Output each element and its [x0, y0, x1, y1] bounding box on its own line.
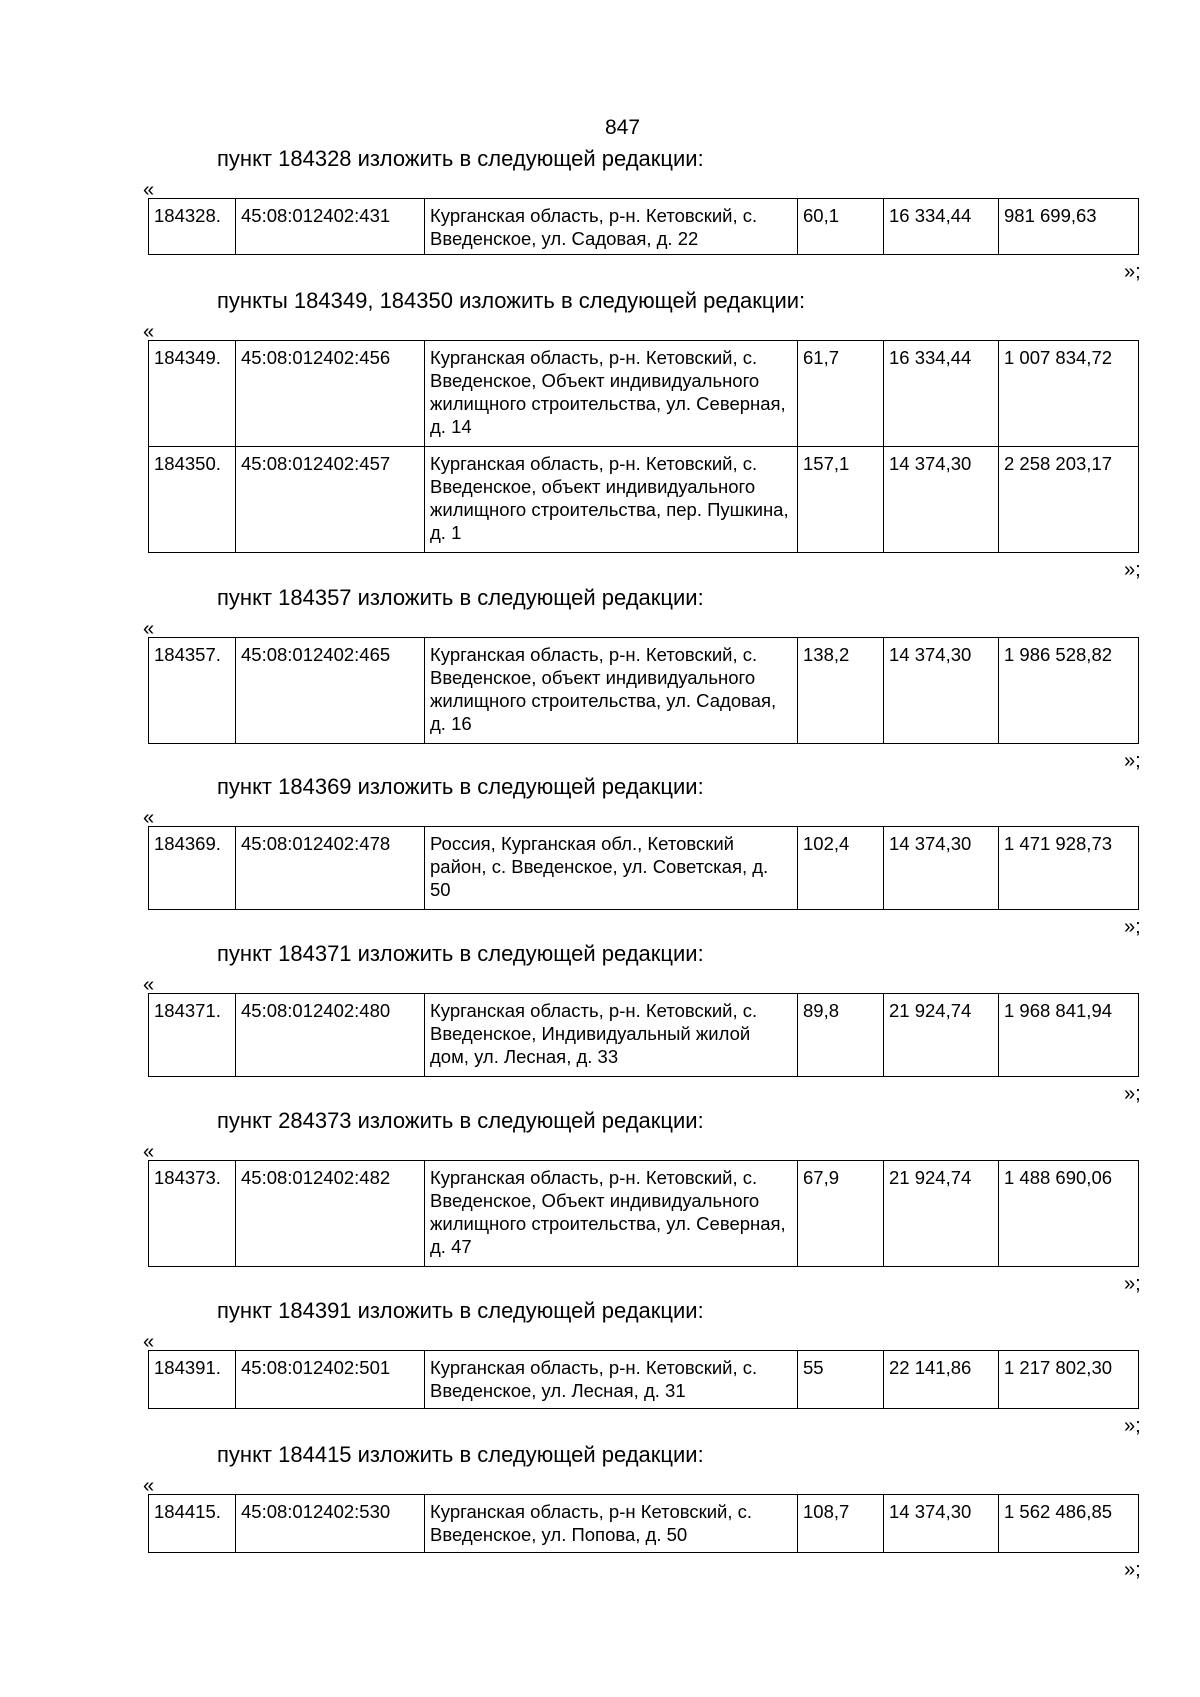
unit-price-cell: 16 334,44 — [884, 199, 999, 255]
table-row — [149, 447, 1139, 553]
address-cell: Курганская область, р-н. Кетовский, с. Введенское, Индивидуальный жилой дом, ул. Лесная, д. 33 — [425, 994, 798, 1077]
area-cell: 89,8 — [798, 994, 884, 1077]
quote-open-mark: « — [143, 974, 155, 996]
quote-open-mark: « — [143, 1141, 155, 1163]
amendment-heading: пункт 184391 изложить в следующей редакции: — [217, 1298, 704, 1323]
area-cell: 102,4 — [798, 827, 884, 910]
table-row — [149, 341, 1139, 447]
area-cell: 67,9 — [798, 1161, 884, 1267]
amendment-heading: пункт 284373 изложить в следующей редакции: — [217, 1108, 704, 1133]
area-cell: 138,2 — [798, 638, 884, 744]
cadastral-number-cell: 45:08:012402:465 — [236, 638, 425, 744]
cadastral-number-cell: 45:08:012402:478 — [236, 827, 425, 910]
property-table — [148, 637, 1139, 744]
property-table — [148, 1494, 1139, 1553]
table-row — [149, 199, 1139, 255]
amendment-heading: пункт 184357 изложить в следующей редакции: — [217, 585, 704, 610]
amendment-heading: пункты 184349, 184350 изложить в следующей редакции: — [217, 288, 806, 313]
row-number-cell: 184371. — [149, 994, 236, 1077]
unit-price-cell: 21 924,74 — [884, 1161, 999, 1267]
table-row — [149, 1351, 1139, 1409]
property-table — [148, 198, 1139, 255]
quote-open-mark: « — [143, 179, 155, 201]
unit-price-cell: 22 141,86 — [884, 1351, 999, 1409]
cadastral-number-cell: 45:08:012402:501 — [236, 1351, 425, 1409]
cadastral-value-cell: 1 488 690,06 — [999, 1161, 1139, 1267]
cadastral-value-cell: 1 968 841,94 — [999, 994, 1139, 1077]
quote-close-mark: »; — [1124, 1559, 1141, 1581]
row-number-cell: 184369. — [149, 827, 236, 910]
cadastral-value-cell: 1 986 528,82 — [999, 638, 1139, 744]
table-row — [149, 638, 1139, 744]
amendment-heading: пункт 184371 изложить в следующей редакции: — [217, 941, 704, 966]
cadastral-value-cell: 1 217 802,30 — [999, 1351, 1139, 1409]
unit-price-cell: 14 374,30 — [884, 1495, 999, 1553]
table-row — [149, 994, 1139, 1077]
quote-close-mark: »; — [1124, 261, 1141, 283]
address-cell: Курганская область, р-н. Кетовский, с. Введенское, объект индивидуального жилищного строительства, ул. Садовая, д. 16 — [425, 638, 798, 744]
row-number-cell: 184357. — [149, 638, 236, 744]
quote-open-mark: « — [143, 807, 155, 829]
address-cell: Курганская область, р-н. Кетовский, с. Введенское, ул. Лесная, д. 31 — [425, 1351, 798, 1409]
cadastral-value-cell: 1 562 486,85 — [999, 1495, 1139, 1553]
unit-price-cell: 14 374,30 — [884, 827, 999, 910]
amendment-heading: пункт 184369 изложить в следующей редакции: — [217, 774, 704, 799]
cadastral-value-cell: 1 471 928,73 — [999, 827, 1139, 910]
row-number-cell: 184328. — [149, 199, 236, 255]
quote-open-mark: « — [143, 1331, 155, 1353]
table-row — [149, 1161, 1139, 1267]
quote-close-mark: »; — [1124, 1273, 1141, 1295]
quote-open-mark: « — [143, 1475, 155, 1497]
table-row — [149, 827, 1139, 910]
cadastral-value-cell: 2 258 203,17 — [999, 447, 1139, 553]
area-cell: 157,1 — [798, 447, 884, 553]
property-table — [148, 1160, 1139, 1267]
unit-price-cell: 14 374,30 — [884, 638, 999, 744]
row-number-cell: 184373. — [149, 1161, 236, 1267]
row-number-cell: 184350. — [149, 447, 236, 553]
address-cell: Курганская область, р-н. Кетовский, с. Введенское, объект индивидуального жилищного строительства, пер. Пушкина, д. 1 — [425, 447, 798, 553]
quote-open-mark: « — [143, 321, 155, 343]
area-cell: 61,7 — [798, 341, 884, 447]
unit-price-cell: 14 374,30 — [884, 447, 999, 553]
page-number: 847 — [604, 116, 641, 139]
address-cell: Россия, Курганская обл., Кетовский район, с. Введенское, ул. Советская, д. 50 — [425, 827, 798, 910]
area-cell: 60,1 — [798, 199, 884, 255]
address-cell: Курганская область, р-н. Кетовский, с. Введенское, Объект индивидуального жилищного строительства, ул. Северная, д. 47 — [425, 1161, 798, 1267]
address-cell: Курганская область, р-н. Кетовский, с. Введенское, Объект индивидуального жилищного строительства, ул. Северная, д. 14 — [425, 341, 798, 447]
quote-open-mark: « — [143, 618, 155, 640]
row-number-cell: 184349. — [149, 341, 236, 447]
property-table — [148, 826, 1139, 910]
cadastral-number-cell: 45:08:012402:480 — [236, 994, 425, 1077]
quote-close-mark: »; — [1124, 559, 1141, 581]
quote-close-mark: »; — [1124, 1415, 1141, 1437]
cadastral-number-cell: 45:08:012402:431 — [236, 199, 425, 255]
amendment-heading: пункт 184415 изложить в следующей редакции: — [217, 1442, 704, 1467]
address-cell: Курганская область, р-н Кетовский, с. Введенское, ул. Попова, д. 50 — [425, 1495, 798, 1553]
area-cell: 55 — [798, 1351, 884, 1409]
quote-close-mark: »; — [1124, 1083, 1141, 1105]
area-cell: 108,7 — [798, 1495, 884, 1553]
table-row — [149, 1495, 1139, 1553]
unit-price-cell: 16 334,44 — [884, 341, 999, 447]
cadastral-number-cell: 45:08:012402:530 — [236, 1495, 425, 1553]
cadastral-number-cell: 45:08:012402:456 — [236, 341, 425, 447]
row-number-cell: 184415. — [149, 1495, 236, 1553]
row-number-cell: 184391. — [149, 1351, 236, 1409]
quote-close-mark: »; — [1124, 750, 1141, 772]
cadastral-value-cell: 1 007 834,72 — [999, 341, 1139, 447]
property-table — [148, 993, 1139, 1077]
cadastral-number-cell: 45:08:012402:482 — [236, 1161, 425, 1267]
amendment-heading: пункт 184328 изложить в следующей редакции: — [217, 146, 704, 171]
unit-price-cell: 21 924,74 — [884, 994, 999, 1077]
property-table — [148, 1350, 1139, 1409]
cadastral-value-cell: 981 699,63 — [999, 199, 1139, 255]
address-cell: Курганская область, р-н. Кетовский, с. Введенское, ул. Садовая, д. 22 — [425, 199, 798, 255]
property-table — [148, 340, 1139, 553]
quote-close-mark: »; — [1124, 916, 1141, 938]
cadastral-number-cell: 45:08:012402:457 — [236, 447, 425, 553]
